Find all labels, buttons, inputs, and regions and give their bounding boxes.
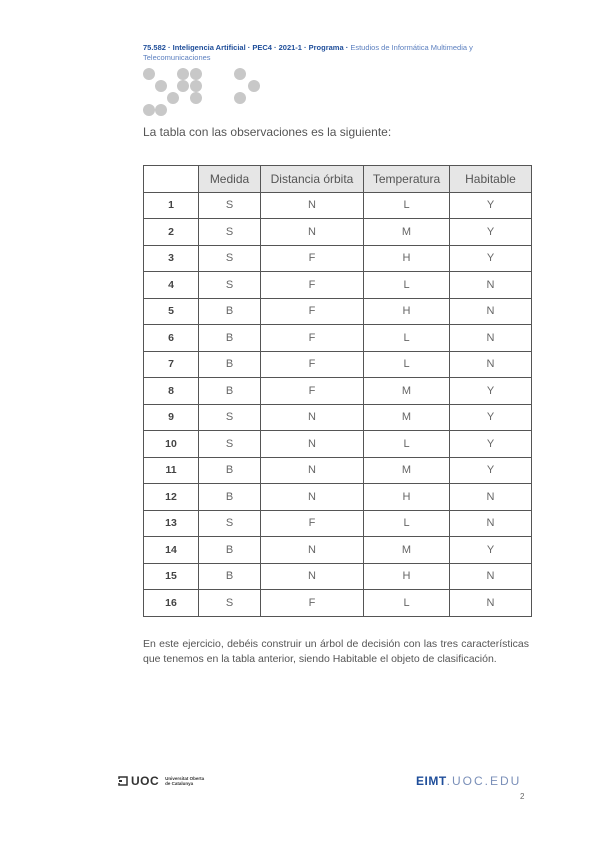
uoc-logo [118, 773, 204, 789]
table-cell: M [364, 378, 450, 405]
page-number: 2 [520, 792, 525, 801]
table-cell: M [364, 457, 450, 484]
eimt-domain: .UOC.EDU [446, 774, 522, 788]
column-header: Distancia órbita [261, 166, 364, 193]
table-cell: L [364, 192, 450, 219]
decorative-dots-logo [143, 68, 263, 118]
table-cell: H [364, 298, 450, 325]
eimt-bold: EIMT [416, 774, 447, 788]
table-cell: N [450, 563, 532, 590]
row-index-cell: 14 [144, 537, 199, 564]
table-row [144, 563, 532, 590]
table-row [144, 272, 532, 299]
table-row [144, 192, 532, 219]
column-header: Medida [199, 166, 261, 193]
table-row [144, 537, 532, 564]
row-index-cell: 12 [144, 484, 199, 511]
table-cell: S [199, 192, 261, 219]
table-row [144, 590, 532, 617]
table-cell: B [199, 378, 261, 405]
table-header-row [144, 166, 532, 193]
table-cell: N [261, 563, 364, 590]
column-header: Temperatura [364, 166, 450, 193]
table-cell: S [199, 431, 261, 458]
table-cell: Y [450, 378, 532, 405]
table-cell: Y [450, 245, 532, 272]
table-row [144, 457, 532, 484]
row-index-cell: 13 [144, 510, 199, 537]
table-cell: L [364, 272, 450, 299]
table-cell: L [364, 325, 450, 352]
table-cell: N [450, 590, 532, 617]
table-cell: L [364, 510, 450, 537]
table-cell: S [199, 510, 261, 537]
table-cell: B [199, 563, 261, 590]
table-cell: B [199, 298, 261, 325]
table-cell: L [364, 431, 450, 458]
table-cell: N [450, 272, 532, 299]
column-header [144, 166, 199, 193]
table-cell: N [450, 351, 532, 378]
table-cell: B [199, 537, 261, 564]
table-row [144, 245, 532, 272]
table-cell: F [261, 590, 364, 617]
table-cell: L [364, 351, 450, 378]
table-row [144, 325, 532, 352]
table-cell: N [450, 325, 532, 352]
table-cell: N [450, 510, 532, 537]
table-row [144, 219, 532, 246]
table-row [144, 298, 532, 325]
table-cell: H [364, 563, 450, 590]
table-cell: N [261, 192, 364, 219]
row-index-cell: 6 [144, 325, 199, 352]
row-index-cell: 3 [144, 245, 199, 272]
table-cell: M [364, 219, 450, 246]
table-cell: M [364, 404, 450, 431]
uoc-university-name: Universitat Oberta de Catalunya [165, 776, 205, 786]
table-cell: H [364, 245, 450, 272]
table-cell: N [450, 298, 532, 325]
table-cell: F [261, 351, 364, 378]
row-index-cell: 15 [144, 563, 199, 590]
table-row [144, 351, 532, 378]
table-row [144, 484, 532, 511]
table-cell: B [199, 457, 261, 484]
table-cell: F [261, 298, 364, 325]
row-index-cell: 7 [144, 351, 199, 378]
table-cell: M [364, 537, 450, 564]
table-cell: Y [450, 192, 532, 219]
table-cell: N [261, 219, 364, 246]
table-cell: B [199, 484, 261, 511]
table-cell: N [450, 484, 532, 511]
studies-name: Estudios de Informática Multimedia y Telecomunicaciones [143, 43, 473, 62]
uoc-mark: UOC [131, 774, 160, 788]
table-row [144, 510, 532, 537]
row-index-cell: 2 [144, 219, 199, 246]
table-row [144, 404, 532, 431]
table-cell: F [261, 272, 364, 299]
eimt-logo [416, 774, 521, 788]
intro-text: La tabla con las observaciones es la siguiente: [143, 125, 392, 139]
course-code: 75.582 · Inteligencia Artificial · PEC4 · 2021-1 · Programa · [143, 43, 351, 52]
table-cell: N [261, 431, 364, 458]
table-cell: S [199, 245, 261, 272]
table-cell: F [261, 245, 364, 272]
observations-table [143, 165, 532, 617]
column-header: Habitable [450, 166, 532, 193]
table-cell: S [199, 219, 261, 246]
table-cell: B [199, 351, 261, 378]
row-index-cell: 1 [144, 192, 199, 219]
table-cell: S [199, 272, 261, 299]
table-cell: Y [450, 219, 532, 246]
table-cell: N [261, 537, 364, 564]
row-index-cell: 10 [144, 431, 199, 458]
table-cell: S [199, 404, 261, 431]
table-cell: H [364, 484, 450, 511]
page-header [143, 43, 503, 63]
table-cell: F [261, 325, 364, 352]
instruction-paragraph: En este ejercicio, debéis construir un árbol de decisión con las tres características que tenemos en la tabla anterior, siendo Habitable el objeto de clasificación. [143, 638, 529, 665]
table-cell: L [364, 590, 450, 617]
table-cell: N [261, 404, 364, 431]
row-index-cell: 11 [144, 457, 199, 484]
table-cell: N [261, 484, 364, 511]
uoc-symbol-icon [118, 776, 128, 786]
row-index-cell: 8 [144, 378, 199, 405]
table-cell: Y [450, 537, 532, 564]
table-cell: S [199, 590, 261, 617]
table-cell: F [261, 378, 364, 405]
row-index-cell: 9 [144, 404, 199, 431]
table-cell: Y [450, 431, 532, 458]
row-index-cell: 16 [144, 590, 199, 617]
table-row [144, 378, 532, 405]
row-index-cell: 5 [144, 298, 199, 325]
table-cell: Y [450, 457, 532, 484]
table-cell: Y [450, 404, 532, 431]
table-row [144, 431, 532, 458]
table-cell: F [261, 510, 364, 537]
table-cell: N [261, 457, 364, 484]
table-cell: B [199, 325, 261, 352]
row-index-cell: 4 [144, 272, 199, 299]
